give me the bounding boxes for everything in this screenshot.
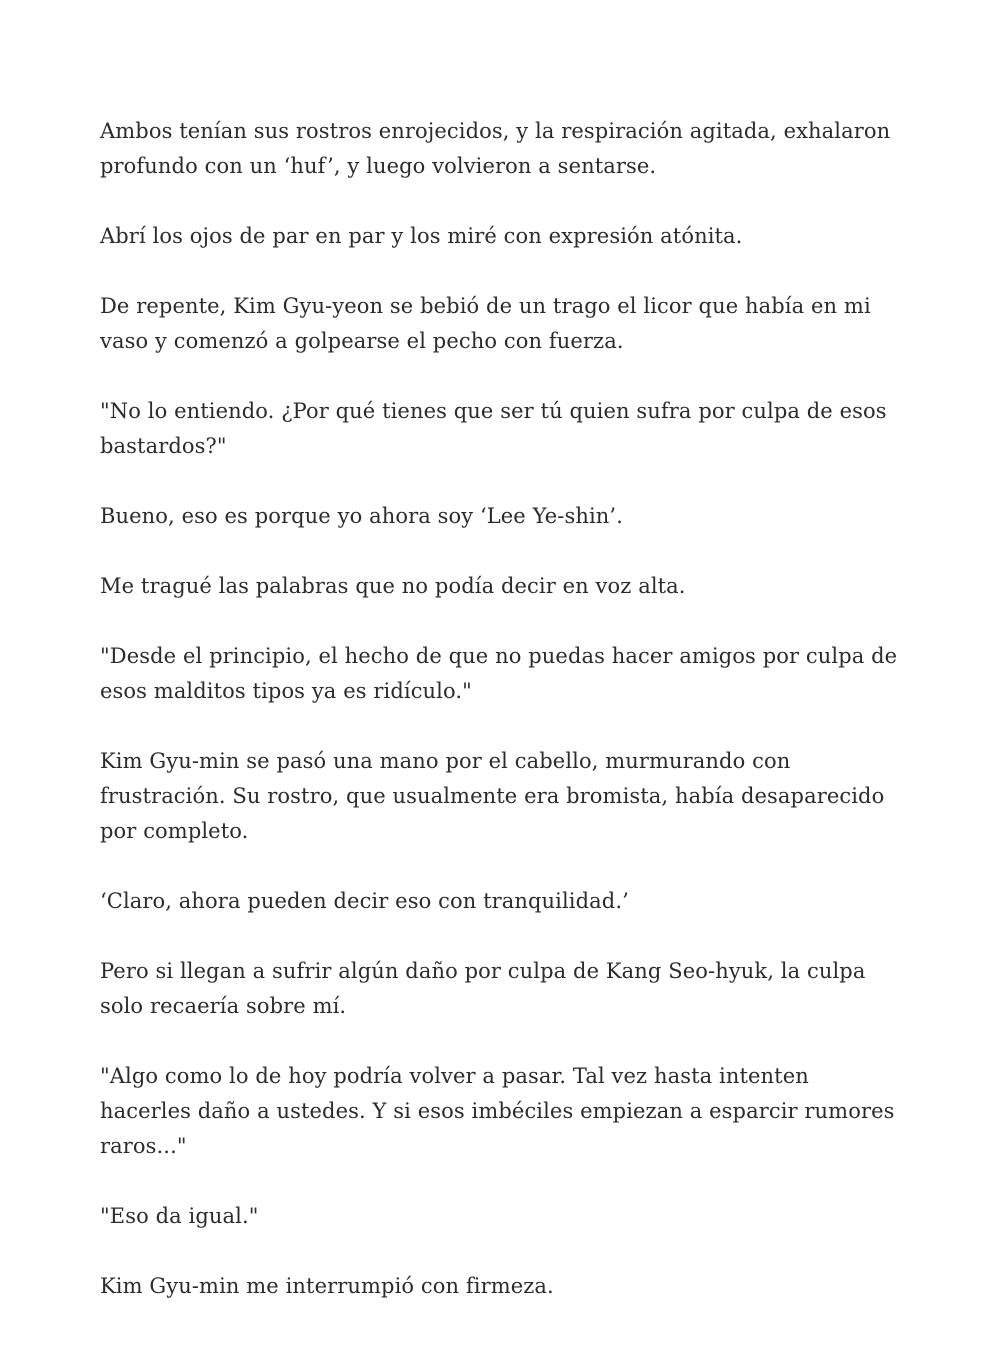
paragraph: "Desde el principio, el hecho de que no puedas hacer amigos por culpa de esos malditos tipos ya es ridículo." [100,644,898,703]
paragraph: Kim Gyu-min me interrumpió con firmeza. [100,1274,554,1298]
paragraph: ‘Claro, ahora pueden decir eso con tranquilidad.’ [100,889,629,913]
paragraph: De repente, Kim Gyu-yeon se bebió de un trago el licor que había en mi vaso y comenzó a golpearse el pecho con fuerza. [100,294,871,353]
paragraph: "Algo como lo de hoy podría volver a pasar. Tal vez hasta intenten hacerles daño a ustedes. Y si esos imbéciles empiezan a esparcir rumores raros..." [100,1064,895,1158]
document-page [100,114,900,1339]
paragraph: Abrí los ojos de par en par y los miré con expresión atónita. [100,224,743,248]
paragraph: Pero si llegan a sufrir algún daño por culpa de Kang Seo-hyuk, la culpa solo recaería sobre mí. [100,959,866,1018]
paragraph: "No lo entiendo. ¿Por qué tienes que ser tú quien sufra por culpa de esos bastardos?" [100,399,887,458]
paragraph: Me tragué las palabras que no podía decir en voz alta. [100,574,686,598]
paragraph: Ambos tenían sus rostros enrojecidos, y la respiración agitada, exhalaron profundo con un ‘huf’, y luego volvieron a sentarse. [100,119,891,178]
paragraph: Kim Gyu-min se pasó una mano por el cabello, murmurando con frustración. Su rostro, que usualmente era bromista, había desaparecido por completo. [100,749,885,843]
paragraph: "Eso da igual." [100,1204,259,1228]
paragraph: Bueno, eso es porque yo ahora soy ‘Lee Ye-shin’. [100,504,623,528]
